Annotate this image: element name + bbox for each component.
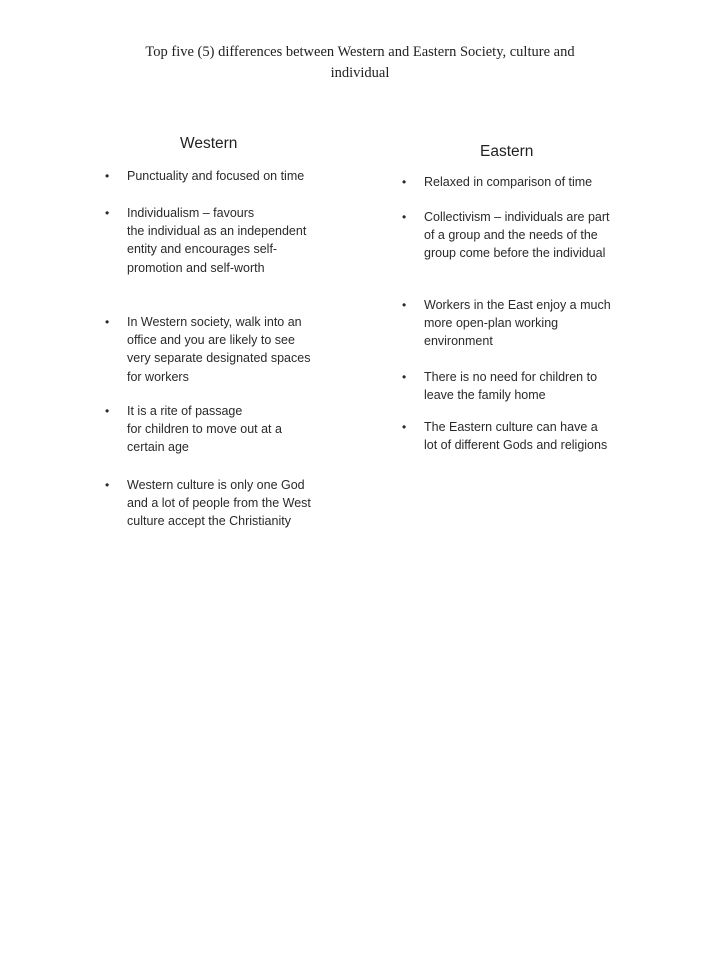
western-list-item bbox=[105, 313, 367, 386]
eastern-list-item bbox=[402, 173, 664, 191]
document-title bbox=[100, 42, 620, 84]
eastern-item-text: Workers in the East enjoy a much more open-plan working environment bbox=[424, 298, 611, 349]
western-item-text: In Western society, walk into an office and you are likely to see very separate designated spaces for workers bbox=[127, 315, 311, 384]
western-list-item bbox=[105, 402, 367, 457]
bullet-icon: • bbox=[105, 478, 110, 492]
western-item-text: It is a rite of passage for children to move out at a certain age bbox=[127, 404, 282, 455]
western-list-item bbox=[105, 204, 367, 277]
western-list-item bbox=[105, 476, 367, 531]
eastern-item-text: Relaxed in comparison of time bbox=[424, 175, 593, 189]
eastern-item-text: Collectivism – individuals are part of a group and the needs of the group come before the individual bbox=[424, 210, 610, 261]
western-item-text: Punctuality and focused on time bbox=[127, 169, 305, 183]
eastern-item-text: There is no need for children to leave the family home bbox=[424, 370, 598, 403]
bullet-icon: • bbox=[402, 370, 407, 384]
title-line-2: individual bbox=[330, 65, 390, 81]
bullet-icon: • bbox=[105, 315, 110, 329]
bullet-icon: • bbox=[402, 420, 407, 434]
bullet-icon: • bbox=[105, 404, 110, 418]
bullet-icon: • bbox=[105, 169, 110, 183]
eastern-list-item bbox=[402, 368, 664, 404]
eastern-heading: Eastern bbox=[480, 143, 534, 160]
eastern-list-item bbox=[402, 418, 664, 454]
bullet-icon: • bbox=[105, 206, 110, 220]
eastern-list-item bbox=[402, 208, 664, 263]
bullet-icon: • bbox=[402, 175, 407, 189]
bullet-icon: • bbox=[402, 298, 407, 312]
western-item-text: Individualism – favours the individual as an independent entity and encourages self- promotion and self-worth bbox=[127, 206, 307, 275]
western-list-item bbox=[105, 167, 367, 185]
bullet-icon: • bbox=[402, 210, 407, 224]
western-heading: Western bbox=[180, 135, 238, 152]
western-item-text: Western culture is only one God and a lot of people from the West culture accept the Christianity bbox=[127, 478, 311, 529]
eastern-list-item bbox=[402, 296, 664, 351]
title-line-1: Top five (5) differences between Western and Eastern Society, culture and bbox=[145, 44, 575, 60]
eastern-item-text: The Eastern culture can have a lot of different Gods and religions bbox=[424, 420, 608, 453]
